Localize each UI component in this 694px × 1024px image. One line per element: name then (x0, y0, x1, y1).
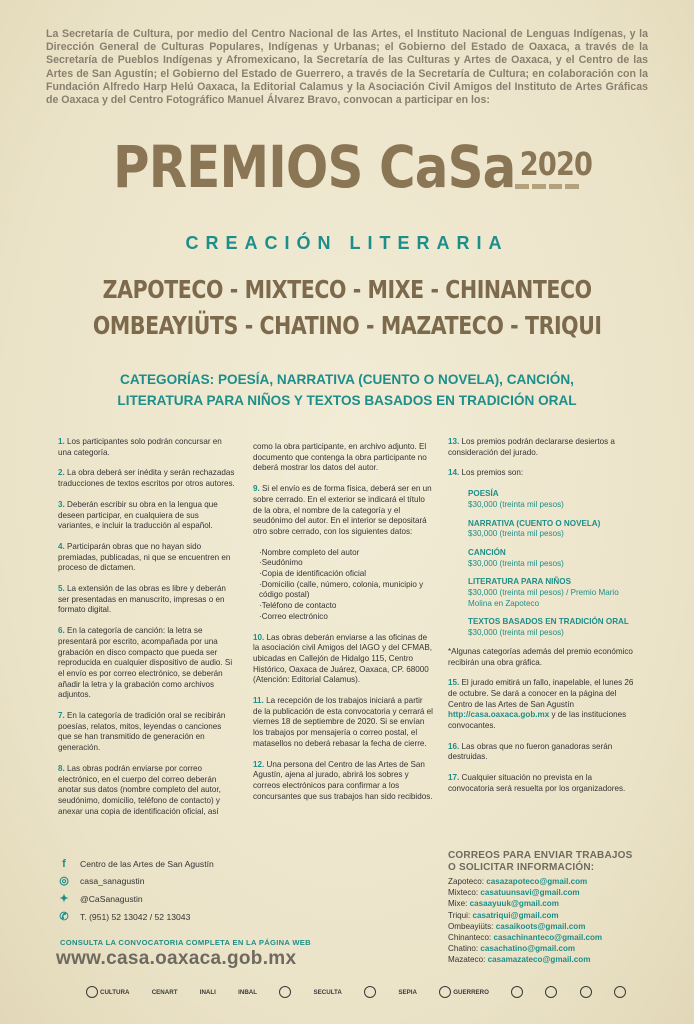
rule-4: 4. Participarán obras que no hayan sido premiadas, publicadas, ni que se encuentren en proceso de dictamen. (58, 541, 231, 573)
casa-url-link[interactable]: http://casa.oaxaca.gob.mx (448, 710, 550, 720)
social-contacts (58, 855, 214, 925)
emails-heading-1: CORREOS PARA ENVIAR TRABAJOS (448, 850, 633, 861)
year-label: 2020 (519, 145, 593, 183)
rules-column-1 (58, 437, 236, 827)
cultura-emblem-icon (86, 986, 98, 998)
rule-6: 6. En la categoría de canción: la letra se presentará por escrito, acompañada por una grabación en disco compacto que pueda ser reproducida en cualquier dispositivo de audio. Si el envío es por correo electrónico, se deberán añadir la letra y la grabación como archivos adjuntos. (58, 626, 233, 700)
rule-10: 10. Las obras deberán enviarse a las oficinas de la asociación civil Amigos del IAGO y del CFMAB, ubicadas en Callejón de Hidalgo 115, Centro Histórico, Oaxaca de Juárez, Oaxaca, CP. 68000 (Atención: Editorial Calamus). (253, 632, 433, 685)
instagram-icon: ◎ (59, 875, 69, 888)
rule-14: 14. Los premios son: (448, 468, 524, 478)
rule-17: 17. Cualquier situación no prevista en la convocatoria será resuelta por los organizadores. (448, 773, 626, 793)
emails-heading-2: O SOLICITAR INFORMACIÓN: (448, 862, 595, 873)
guerrero-emblem-icon (439, 986, 451, 998)
prize-tradicion-oral: TEXTOS BASADOS EN TRADICIÓN ORAL $30,000 (treinta mil pesos) (468, 617, 629, 638)
facebook-icon: f (62, 857, 66, 870)
logo-casa (614, 986, 626, 998)
prize-cancion: CANCIÓN $30,000 (treinta mil pesos) (468, 547, 564, 568)
logo-fundacion (545, 986, 557, 998)
list-item: ·Copia de identificación oficial (259, 569, 367, 579)
rule-8-continued: como la obra participante, en archivo adjunto. El documento que contenga la obra participante no deberá mostrar los datos del autor. (253, 442, 427, 473)
email-link[interactable]: casachatino@gmail.com (480, 944, 576, 954)
instagram-row[interactable]: ◎ casa_sanagustin (59, 875, 145, 888)
phone-icon: ✆ (59, 910, 69, 923)
sponsor-logos (86, 978, 626, 1006)
rule-1: 1. Los participantes solo podrán concursar en una categoría. (58, 437, 222, 457)
twitter-row[interactable]: ✦ @CaSanagustin (59, 892, 143, 905)
email-link[interactable]: casaayuuk@gmail.com (469, 899, 559, 909)
prize-poesia: POESÍA $30,000 (treinta mil pesos) (468, 489, 564, 509)
year-badge (515, 145, 593, 189)
rule-3: 3. Deberán escribir su obra en la lengua que deseen participar, en cualquiera de sus variantes, e incluir la traducción al español. (58, 499, 218, 531)
oaxaca-shield-icon (279, 986, 291, 998)
figure-emblem-icon (364, 986, 376, 998)
facebook-row[interactable]: f Centro de las Artes de San Agustín (58, 855, 214, 873)
rules-column-2 (253, 442, 433, 812)
logo-sepia: SEPIA (398, 988, 417, 996)
email-link[interactable]: casamazateco@gmail.com (487, 955, 591, 965)
rule-11: 11. La recepción de los trabajos iniciará a partir de la publicación de esta convocatoria y cerrará el viernes 18 de septiembre de 2020. Si se envían los trabajos por mensajería o correo postal, el matasellos no deberá rebasar la fecha de cierre. (253, 696, 433, 748)
prize-narrativa: NARRATIVA (CUENTO O NOVELA) $30,000 (treinta mil pesos) (468, 518, 601, 539)
rule-15: 15. El jurado emitirá un fallo, inapelable, el lunes 26 de octubre. Se dará a conocer en la página del Centro de las Artes de San Agustín http://casa.oaxaca.gob.mx y de las instituciones convocantes. (448, 678, 634, 731)
list-item: ·Teléfono de contacto (259, 601, 337, 611)
email-row: Mixteco: casatuunsavi@gmail.com (448, 888, 580, 898)
consulta-label: CONSULTA LA CONVOCATORIA COMPLETA EN LA PÁGINA WEB (60, 938, 311, 947)
logo-calamus (511, 986, 523, 998)
rule-16: 16. Las obras que no fueron ganadoras serán destruidas. (448, 741, 613, 762)
intro-paragraph: La Secretaría de Cultura, por medio del Centro Nacional de las Artes, el Instituto Nacional de Lenguas Indígenas, y la Dirección General de Culturas Populares, Indígenas y Urbanas; el Gobierno del Estado de Oaxaca, a través de la Secretaría de Pueblos Indígenas y Afromexicano, la Secretaría de las Culturas y Artes de Oaxaca, y el Centro de las Artes de San Agustín; el Gobierno del Estado de Guerrero, a través de la Secretaría de Cultura; en colaboración con la Fundación Alfredo Harp Helú Oaxaca, la Editorial Calamus y la Asociación Civil Amigos del Instituto de Artes Gráficas de Oaxaca y del Centro Fotográfico Manuel Álvarez Bravo, convocan a participar en los: (46, 28, 648, 107)
list-item: ·Domicilio (calle, número, colonia, municipio y código postal) (259, 579, 424, 600)
rule-9-list (259, 548, 433, 623)
twitter-icon: ✦ (59, 892, 69, 905)
email-row: Triqui: casatriqui@gmail.com (448, 910, 559, 920)
logo-seculta: SECULTA (313, 988, 342, 996)
email-link[interactable]: casatuunsavi@gmail.com (480, 888, 580, 898)
year-decoration (515, 184, 579, 189)
logo-oaxaca-shield (279, 986, 291, 998)
list-item: ·Seudónimo (259, 558, 303, 568)
casa-emblem-icon (614, 986, 626, 998)
fundacion-emblem-icon (545, 986, 557, 998)
list-item: ·Correo electrónico (259, 611, 328, 621)
logo-iago (580, 986, 592, 998)
rule-7: 7. En la categoría de tradición oral se recibirán poesías, relatos, mitos, leyendas o canciones que se han transmitido de generación en generación. (58, 711, 226, 753)
categories-heading: CATEGORÍAS: POESÍA, NARRATIVA (CUENTO O NOVELA), CANCIÓN, LITERATURA PARA NIÑOS Y TEXTOS BASADOS EN TRADICIÓN ORAL (117, 372, 577, 408)
rule-12: 12. Una persona del Centro de las Artes de San Agustín, ajena al jurado, abrirá los sobres y correos electrónicos para confirmar a los concursantes que sus trabajos han sido recibidos. (253, 759, 433, 801)
email-link[interactable]: casazapoteco@gmail.com (486, 877, 588, 886)
email-row: Chatino: casachatino@gmail.com (448, 944, 576, 954)
rules-column-3 (448, 437, 638, 805)
email-contacts (448, 850, 648, 966)
rule-5: 5. La extensión de las obras es libre y deberán ser presentadas en manuscrito, impresas o en formato digital. (58, 584, 226, 615)
email-row: Mazateco: casamazateco@gmail.com (448, 955, 591, 965)
phone-row: ✆ T. (951) 52 13042 / 52 13043 (59, 910, 191, 923)
rule-9: 9. Si el envío es de forma física, deberá ser en un sobre cerrado. En el exterior se indicará el título de la obra, el nombre de la categoría y el seudónimo del autor. En el interior se depositará otro sobre cerrado, con los siguientes datos: (253, 484, 432, 536)
email-link[interactable]: casatriqui@gmail.com (472, 910, 559, 920)
rule-2: 2. La obra deberá ser inédita y serán rechazadas traducciones de textos escritos por otros autores. (58, 468, 235, 489)
prizes-note: *Algunas categorías además del premio económico recibirán una obra gráfica. (448, 646, 633, 667)
logo-cenart: CENART (151, 988, 178, 996)
email-row: Mixe: casaayuuk@gmail.com (448, 899, 559, 909)
premios-casa-title: PREMIOS CaSa (113, 133, 516, 201)
email-link[interactable]: casachinanteco@gmail.com (493, 933, 603, 943)
languages-line-1: ZAPOTECO - MIXTECO - MIXE - CHINANTECO (102, 275, 592, 304)
calamus-emblem-icon (511, 986, 523, 998)
iago-emblem-icon (580, 986, 592, 998)
email-row: Chinanteco: casachinanteco@gmail.com (448, 933, 603, 943)
languages-line-2: OMBEAYIÜTS - CHATINO - MAZATECO - TRIQUI (92, 311, 602, 340)
rule-13: 13. Los premios podrán declararse desiertos a consideración del jurado. (448, 437, 615, 457)
email-row: Zapoteco: casazapoteco@gmail.com (448, 877, 588, 886)
logo-guerrero: GUERRERO (439, 986, 489, 998)
logo-figure (364, 986, 376, 998)
email-link[interactable]: casaikoots@gmail.com (495, 921, 586, 931)
website-link[interactable]: www.casa.oaxaca.gob.mx (56, 948, 297, 969)
email-row: Ombeayiüts: casaikoots@gmail.com (448, 921, 586, 931)
subtitle: CREACIÓN LITERARIA (185, 233, 509, 253)
prize-literatura-ninos: LITERATURA PARA NIÑOS $30,000 (treinta mil pesos) / Premio Mario Molina en Zapoteco (468, 577, 619, 608)
logo-cultura: CULTURA (86, 986, 129, 998)
list-item: ·Nombre completo del autor (259, 547, 360, 557)
logo-inbal: INBAL (238, 988, 258, 996)
logo-inali: INALI (199, 988, 216, 996)
rule-8: 8. Las obras podrán enviarse por correo electrónico, en el cuerpo del correo deberán anotar sus datos (nombre completo del autor, seudónimo, domicilio, teléfono de contacto) y anexar una copia de identificación oficial, así (58, 763, 221, 816)
